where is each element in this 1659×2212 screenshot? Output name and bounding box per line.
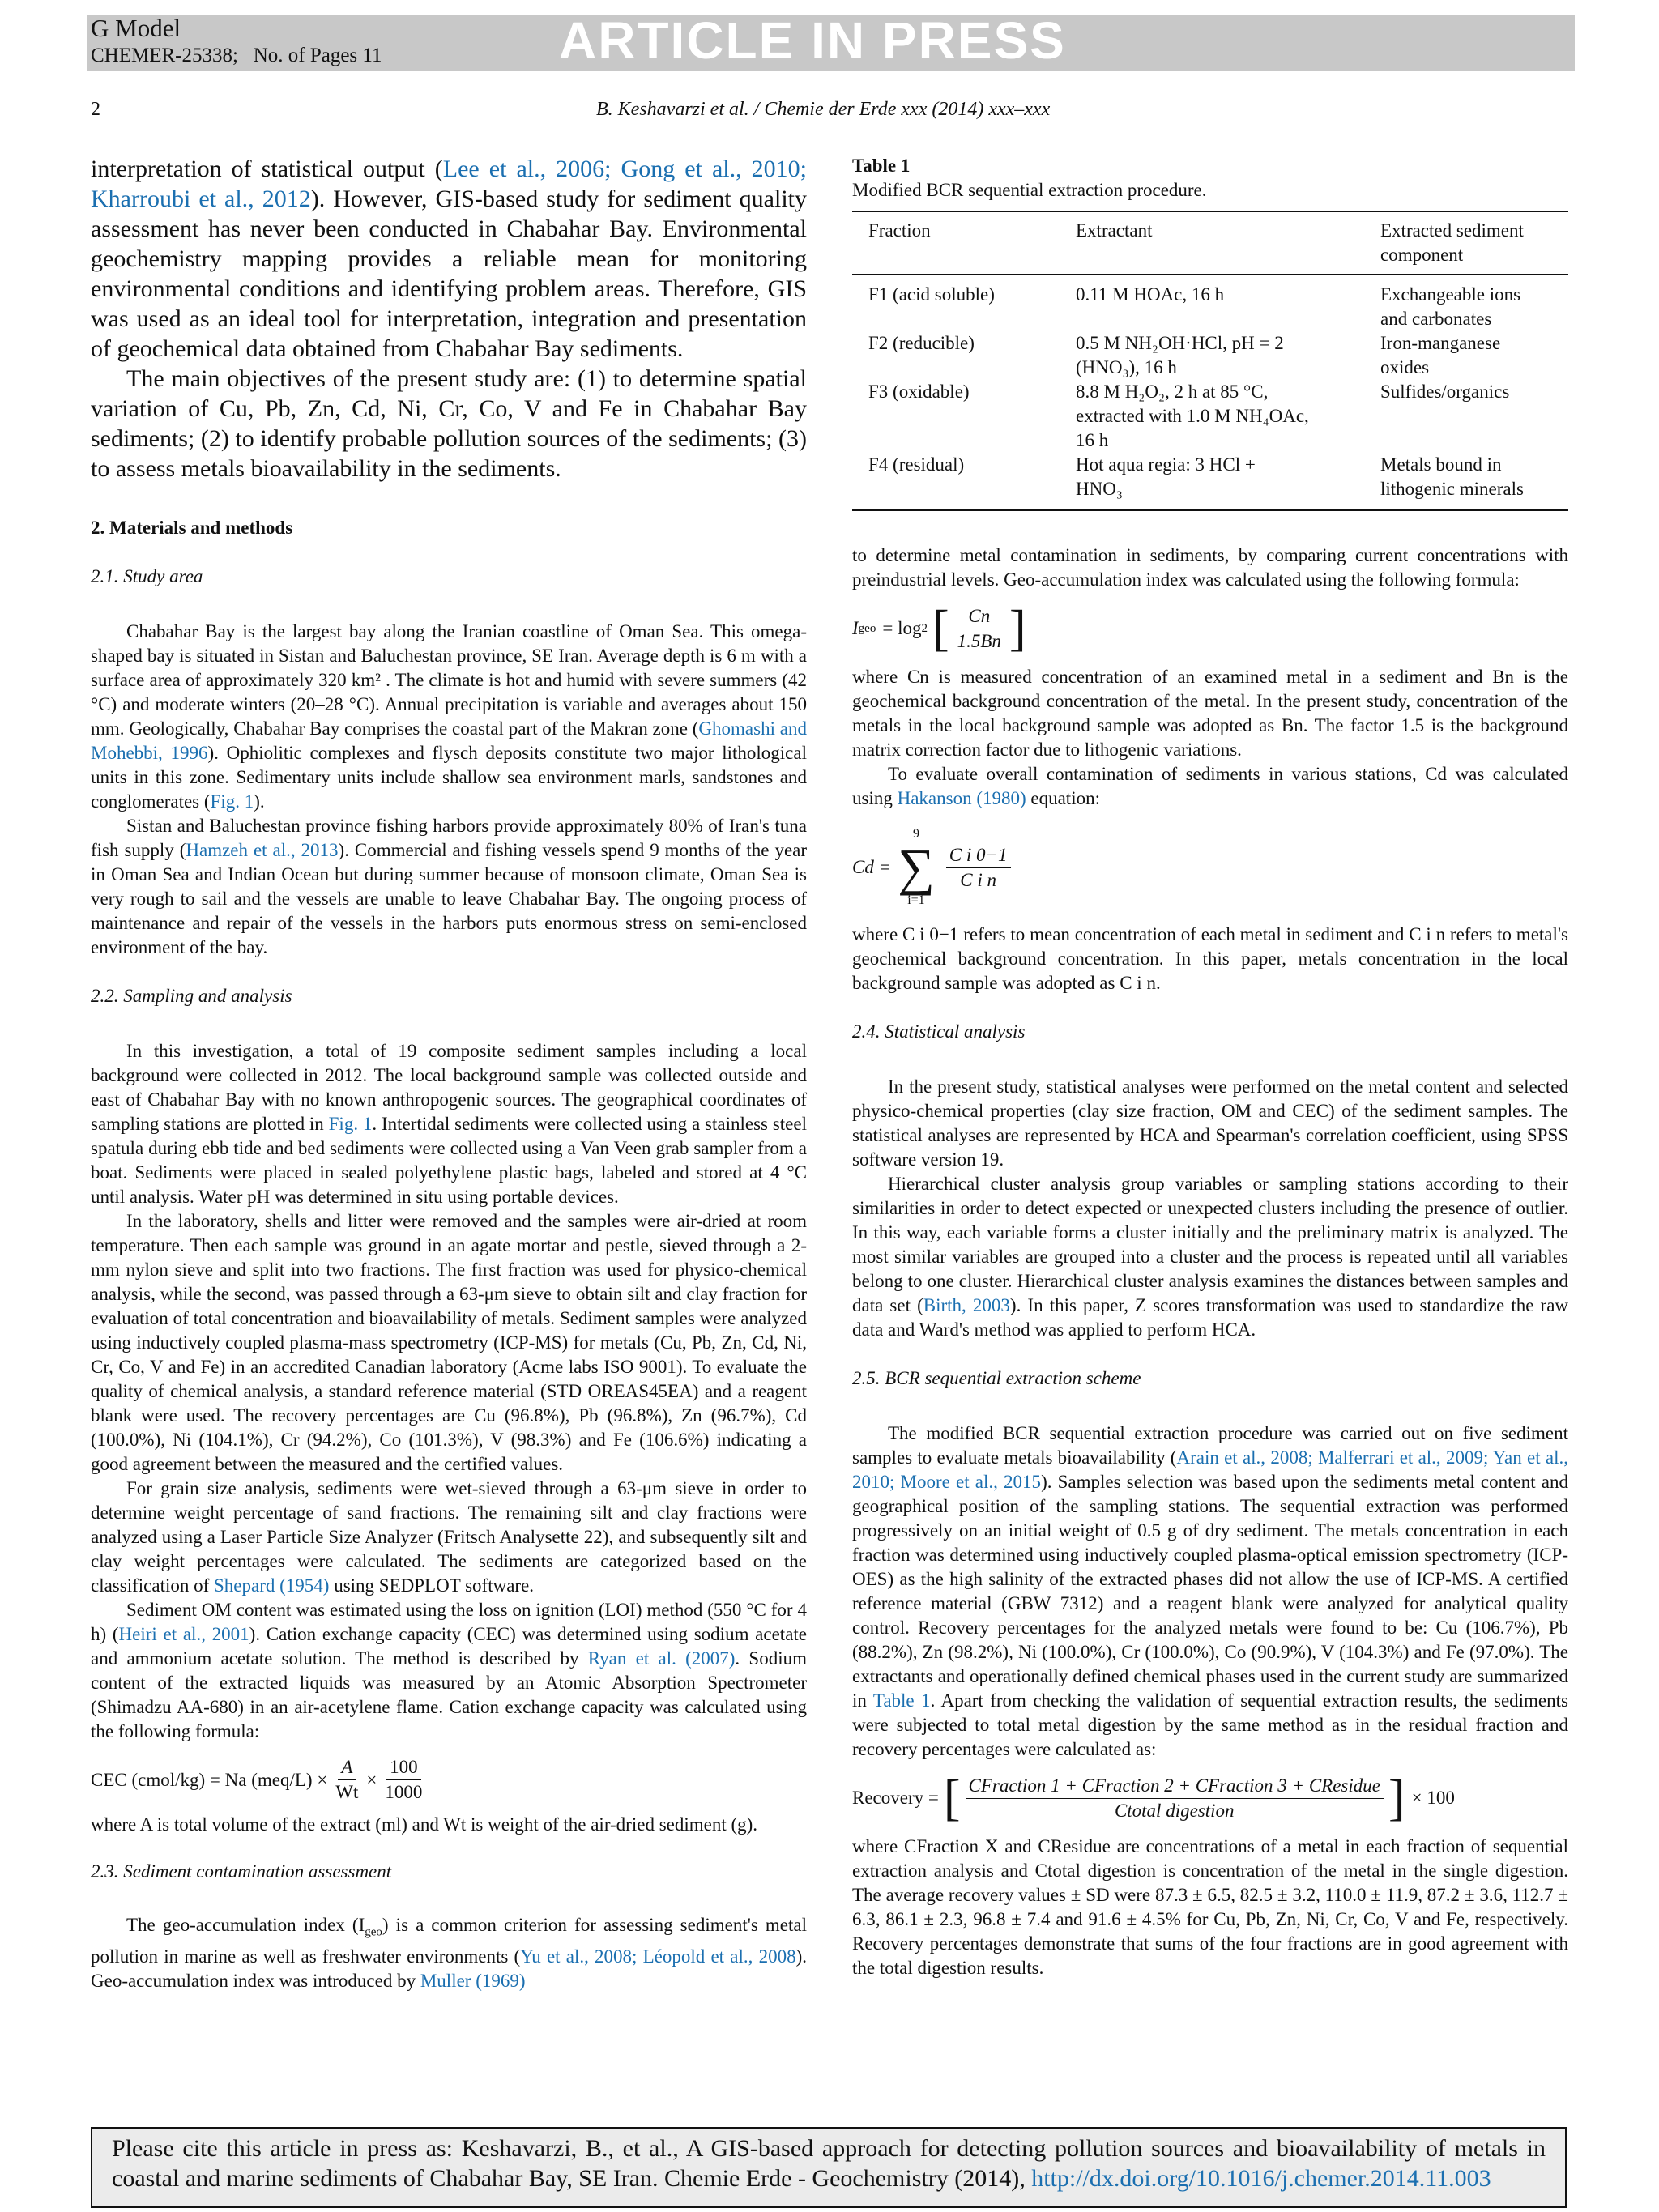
citation-box: Please cite this article in press as: Keshavarzi, B., et al., A GIS-based approach for detecting pollution sources and bioavailability of metals in coastal and marine sediments of Chabahar Bay, SE Iran. Chemie Erde - Geochemistry (2014), http://dx.doi.org/10.1016/j.chemer.2014.11.003 xyxy=(91,2127,1567,2208)
cd-equation: Cd = 9 ∑ i=1 $\frac{\text{C i 0−1}}{\text{C i n}}$ xyxy=(852,827,1568,908)
citation-link[interactable]: Heiri et al., 2001 xyxy=(118,1624,249,1644)
table-cell: Metals bound in lithogenic minerals xyxy=(1380,454,1524,499)
article-in-press-banner: ARTICLE IN PRESS xyxy=(559,11,1066,70)
cd-paragraph: To evaluate overall contamination of sediments in various stations, Cd was calculated using Hakanson (1980) equation: xyxy=(852,764,1568,808)
sum-symbol: ∑ xyxy=(898,838,935,896)
citation-link[interactable]: Yu et al., 2008; Léopold et al., 2008 xyxy=(520,1946,796,1967)
table-header: Extractant xyxy=(1076,220,1153,241)
contamination-paragraph-1: The geo-accumulation index $(I_{geo})$ is a common criterion for assessing sediment's metal pollution in marine as well as freshwater environments (Yu et al., 2008; Léopold et al., 2008). Geo-accumulation index was introduced by Muller (1969) xyxy=(91,1915,807,1991)
sampling-paragraph-3: For grain size analysis, sediments were wet-sieved through a 63-μm sieve in order to determine weight percentage of sand fractions. The remaining silt and clay fractions were analyzed using a Laser Particle Size Analyzer (Fritsch Analysette 22), and subsequently silt and clay weight percentages were calculated. The sediments are categorized based on the classification of Shepard (1954) using SEDPLOT software. xyxy=(91,1478,807,1596)
citation-link[interactable]: Shepard (1954) xyxy=(214,1575,330,1596)
sampling-paragraph-4: Sediment OM content was estimated using the loss on ignition (LOI) method (550 °C for 4 h) (Heiri et al., 2001). Cation exchange capacity (CEC) was determined using sodium acetate and ammonium acetate solution. The method is described by Ryan et al. (2007). Sodium content of the extracted liquids was measured by an Atomic Absorption Spectrometer (Shimadzu AA-680) in an air-acetylene flame. Cation exchange capacity was calculated using the following formula: xyxy=(91,1600,807,1741)
igeo-intro: to determine metal contamination in sediments, by comparing current concentrations with preindustrial levels. Geo-accumulation index was calculated using the following formula: xyxy=(852,545,1568,590)
table-caption: Modified BCR sequential extraction procedure. xyxy=(852,180,1207,200)
left-column xyxy=(91,154,807,1993)
igeo-equation: I geo = log 2 [ $\frac{Cn}{1.5Bn}$ ] xyxy=(852,601,1026,656)
sampling-paragraph-2: In the laboratory, shells and litter were removed and the samples were air-dried at room temperature. Then each sample was ground in an agate mortar and pestle, sieved through a 2-mm nylon sieve and split into two fractions. The first fraction was used for physico-chemical analysis, while the second, was passed through a 63-μm sieve to obtain silt and clay fraction for evaluation of total concentration and bioavailability of metals. Sediment samples were analyzed using inductively coupled plasma-mass spectrometry (ICP-MS) for metals (Cu, Pb, Zn, Cd, Ni, Cr, Co, V and Fe) in an accredited Canadian laboratory (Acme labs ISO 9001). To evaluate the quality of chemical analysis, a standard reference material (STD OREAS45EA) and a reagent blank were used. The recovery percentages are Cu (96.8%), Pb (96.8%), Zn (96.7%), Cd (100.0%), Ni (104.1%), Cr (94.2%), Co (101.3%), V (98.3%) and Fe (106.6%) indicating a good agreement between the measured and the certified values. xyxy=(91,1211,807,1474)
table-link[interactable]: Table 1 xyxy=(872,1690,931,1711)
sampling-paragraph-1: In this investigation, a total of 19 composite sediment samples including a local background were collected in 2012. The local background sample was collected outside and east of Chabahar Bay with no known anthropogenic sources. The geographical coordinates of sampling stations are plotted in Fig. 1. Intertidal sediments were collected using a stainless steel spatula during ebb tide and bed sediments were collected using a Van Veen grab sampler from a boat. Sediments were placed in sealed polyethylene plastic bags, labeled and stored at 4 °C until analysis. Water pH was determined in situ using portable devices. xyxy=(91,1041,807,1207)
subsection-heading: 2.2. Sampling and analysis xyxy=(91,986,292,1006)
figure-link[interactable]: Fig. 1 xyxy=(328,1114,373,1134)
intro-paragraph-1: interpretation of statistical output (Lee et al., 2006; Gong et al., 2010; Kharroubi et al., 2012). However, GIS-based study for sediment quality assessment has never been conducted in Chabahar Bay. Environmental geochemistry mapping provides a reliable mean for monitoring environmental conditions and identifying problem areas. Therefore, GIS was used as an ideal tool for interpretation, integration and presentation of geochemical data obtained from Chabahar Bay sediments. xyxy=(91,156,807,362)
citation-link[interactable]: Hamzeh et al., 2013 xyxy=(186,840,339,860)
right-column xyxy=(852,154,1568,1980)
table-header: Fraction xyxy=(868,220,931,241)
cec-where: where A is total volume of the extract (ml) and Wt is weight of the air-dried sediment (g). xyxy=(91,1814,758,1835)
citation-link[interactable]: Birth, 2003 xyxy=(923,1295,1010,1315)
g-model-label: G Model xyxy=(91,14,181,42)
table-row xyxy=(852,275,1568,332)
citation-link[interactable]: Ghomashi and Mohebbi, 1996 xyxy=(91,718,807,763)
table-cell: F2 (reducible) xyxy=(868,333,975,353)
table-cell: 0.5 M NH₂OH·HCl, pH = 2 (HNO₃), 16 h xyxy=(1076,333,1284,377)
subsection-heading: 2.1. Study area xyxy=(91,566,203,586)
table-label: Table 1 xyxy=(852,156,911,176)
recovery-equation: Recovery = [ $\frac{\text{CFraction 1 + CFraction 2 + CFraction 3 + CResidue}}{\text{Ctotal digestion}}$ ] × 100 xyxy=(852,1771,1455,1826)
citation-link[interactable]: Hakanson (1980) xyxy=(897,788,1026,808)
table-row xyxy=(852,331,1568,380)
table-cell: 8.8 M H₂O₂, 2 h at 85 °C, extracted with 1.0 M NH₄OAc, 16 h xyxy=(1076,381,1309,450)
subsection-heading: 2.5. BCR sequential extraction scheme xyxy=(852,1368,1141,1388)
table-header: Extracted sediment component xyxy=(1380,220,1524,265)
table-1 xyxy=(852,154,1568,511)
table-cell: Sulfides/organics xyxy=(1380,381,1510,402)
recovery-where: where CFraction X and CResidue are concentrations of a metal in each fraction of sequential extraction analysis and Ctotal digestion is concentration of the metal in the single digestion. The average recovery values ± SD were 87.3 ± 6.5, 82.5 ± 3.2, 110.0 ± 11.9, 87.2 ± 3.6, 112.7 ± 6.3, 86.1 ± 2.3, 96.8 ± 7.4 and 91.6 ± 4.5% for Cu, Pb, Zn, Ni, Cr, Co, V and Fe, respectively. Recovery percentages demonstrate that sums of the four fractions are in good agreement with the total digestion results. xyxy=(852,1836,1568,1978)
journal-code: CHEMER-25338; No. of Pages 11 xyxy=(91,45,382,66)
table-cell: 0.11 M HOAc, 16 h xyxy=(1076,284,1225,305)
citation-link[interactable]: Ryan et al. (2007) xyxy=(587,1648,736,1669)
table-row xyxy=(852,380,1568,453)
bcr-table xyxy=(852,211,1568,511)
cd-where: where C i 0−1 refers to mean concentration of each metal in sediment and C i n refers to metal's geochemical background concentration. In this paper, metals concentration in the local background sample was adopted as C i n. xyxy=(852,924,1568,993)
table-cell: F4 (residual) xyxy=(868,454,965,475)
subsection-heading: 2.4. Statistical analysis xyxy=(852,1021,1026,1042)
cec-equation: CEC (cmol/kg) = Na (meq/L) × $\frac{A}{Wt}$ × $\frac{100}{1000}$ xyxy=(91,1757,423,1802)
statistical-paragraph-1: In the present study, statistical analyses were performed on the metal content and selected physico-chemical properties (clay size fraction, OM and CEC) of the sediment samples. The statistical analyses are represented by HCA and Spearman's correlation coefficient, using SPSS software version 19. xyxy=(852,1076,1568,1170)
bcr-paragraph-1: The modified BCR sequential extraction procedure was carried out on five sediment samples to evaluate metals bioavailability (Arain et al., 2008; Malferrari et al., 2009; Yan et al., 2010; Moore et al., 2015). Samples selection was based upon the sediments metal content and geographical position of the sampling stations. The sequential extraction was performed progressively on an initial weight of 0.5 g of dry sediment. The metals concentration in each fraction was determined using inductively coupled plasma-optical emission spectrometry (ICP-OES) as the high salinity of the extracted phases did not allow the use of ICP-MS. A certified reference material (GBW 7312) and a reagent blank were analyzed for analytical quality control. Recovery percentages for the analyzed metals were found to be: Cu (106.7%), Pb (88.2%), Zn (98.2%), Ni (100.0%), Cr (100.0%), Co (90.9%), V (104.3%) and Fe (97.0%). The extractants and operationally defined chemical phases used in the current study are summarized in Table 1. Apart from checking the validation of sequential extraction results, the sediments were subjected to total metal digestion by the same method as in the residual fraction and recovery percentages were calculated as: xyxy=(852,1423,1569,1759)
section-heading: 2. Materials and methods xyxy=(91,518,293,538)
intro-paragraph-2: The main objectives of the present study are: (1) to determine spatial variation of Cu, Pb, Zn, Cd, Ni, Cr, Co, V and Fe in Chabahar Bay sediments; (2) to identify probable pollution sources of the sediments; (3) to assess metals bioavailability in the sediments. xyxy=(91,365,807,482)
page-number: 2 xyxy=(91,99,100,120)
table-cell: F1 (acid soluble) xyxy=(868,284,995,305)
citation-link[interactable]: Muller (1969) xyxy=(420,1970,526,1991)
table-cell: F3 (oxidable) xyxy=(868,381,970,402)
citation-link[interactable]: Lee et al., 2006; Gong et al., 2010; Kharroubi et al., 2012 xyxy=(91,156,807,212)
doi-link[interactable]: http://dx.doi.org/10.1016/j.chemer.2014.11.003 xyxy=(1031,2165,1491,2192)
igeo-where: where Cn is measured concentration of an examined metal in a sediment and Bn is the geochemical background concentration of the metal. In the present study, concentration of the metals in the local background sample was adopted as Bn. The factor 1.5 is the background matrix correction factor due to lithogenic variations. xyxy=(852,667,1568,760)
running-head: B. Keshavarzi et al. / Chemie der Erde xxx (2014) xxx–xxx xyxy=(596,99,1051,120)
statistical-paragraph-2: Hierarchical cluster analysis group variables or sampling stations according to their similarities in order to detect expected or unexpected clusters including the presence of outlier. In this way, each variable forms a cluster initially and the preliminary matrix is analyzed. The most similar variables are grouped into a cluster and the process is repeated until all variables belong to one cluster. Hierarchical cluster analysis examines the distances between samples and data set (Birth, 2003). In this paper, Z scores transformation was used to standardize the raw data and Ward's method was applied to perform HCA. xyxy=(852,1174,1569,1340)
table-row xyxy=(852,453,1568,510)
table-cell: Iron-manganese oxides xyxy=(1380,333,1501,377)
citation-link[interactable]: Arain et al., 2008; Malferrari et al., 2009; Yan et al., 2010; Moore et al., 2015 xyxy=(852,1447,1568,1492)
figure-link[interactable]: Fig. 1 xyxy=(210,791,254,812)
table-cell: Hot aqua regia: 3 HCl + HNO₃ xyxy=(1076,454,1256,499)
table-cell: Exchangeable ions and carbonates xyxy=(1380,284,1521,329)
study-area-paragraph-1: Chabahar Bay is the largest bay along the Iranian coastline of Oman Sea. This omega-shaped bay is situated in Sistan and Baluchestan province, SE Iran. Average depth is 6 m with a surface area of approximately 320 km² . The climate is hot and humid with severe summers (42 °C) and moderate winters (20–28 °C). Annual precipitation is variable and averages about 150 mm. Geologically, Chabahar Bay comprises the coastal part of the Makran zone (Ghomashi and Mohebbi, 1996). Ophiolitic complexes and flysch deposits constitute two major lithological units in this zone. Sedimentary units include shallow sea environment marls, sandstones and conglomerates (Fig. 1). xyxy=(91,621,807,812)
study-area-paragraph-2: Sistan and Baluchestan province fishing harbors provide approximately 80% of Iran's tuna fish supply (Hamzeh et al., 2013). Commercial and fishing vessels spend 9 months of the year in Oman Sea and Indian Ocean but during summer because of monsoon climate, Oman Sea is very rough to sail and the vessels are unable to leave Chabahar Bay. The ongoing process of maintenance and repair of the vessels in the harbors puts enormous stress on semi-enclosed environment of the bay. xyxy=(91,816,808,957)
subsection-heading: 2.3. Sediment contamination assessment xyxy=(91,1861,392,1882)
